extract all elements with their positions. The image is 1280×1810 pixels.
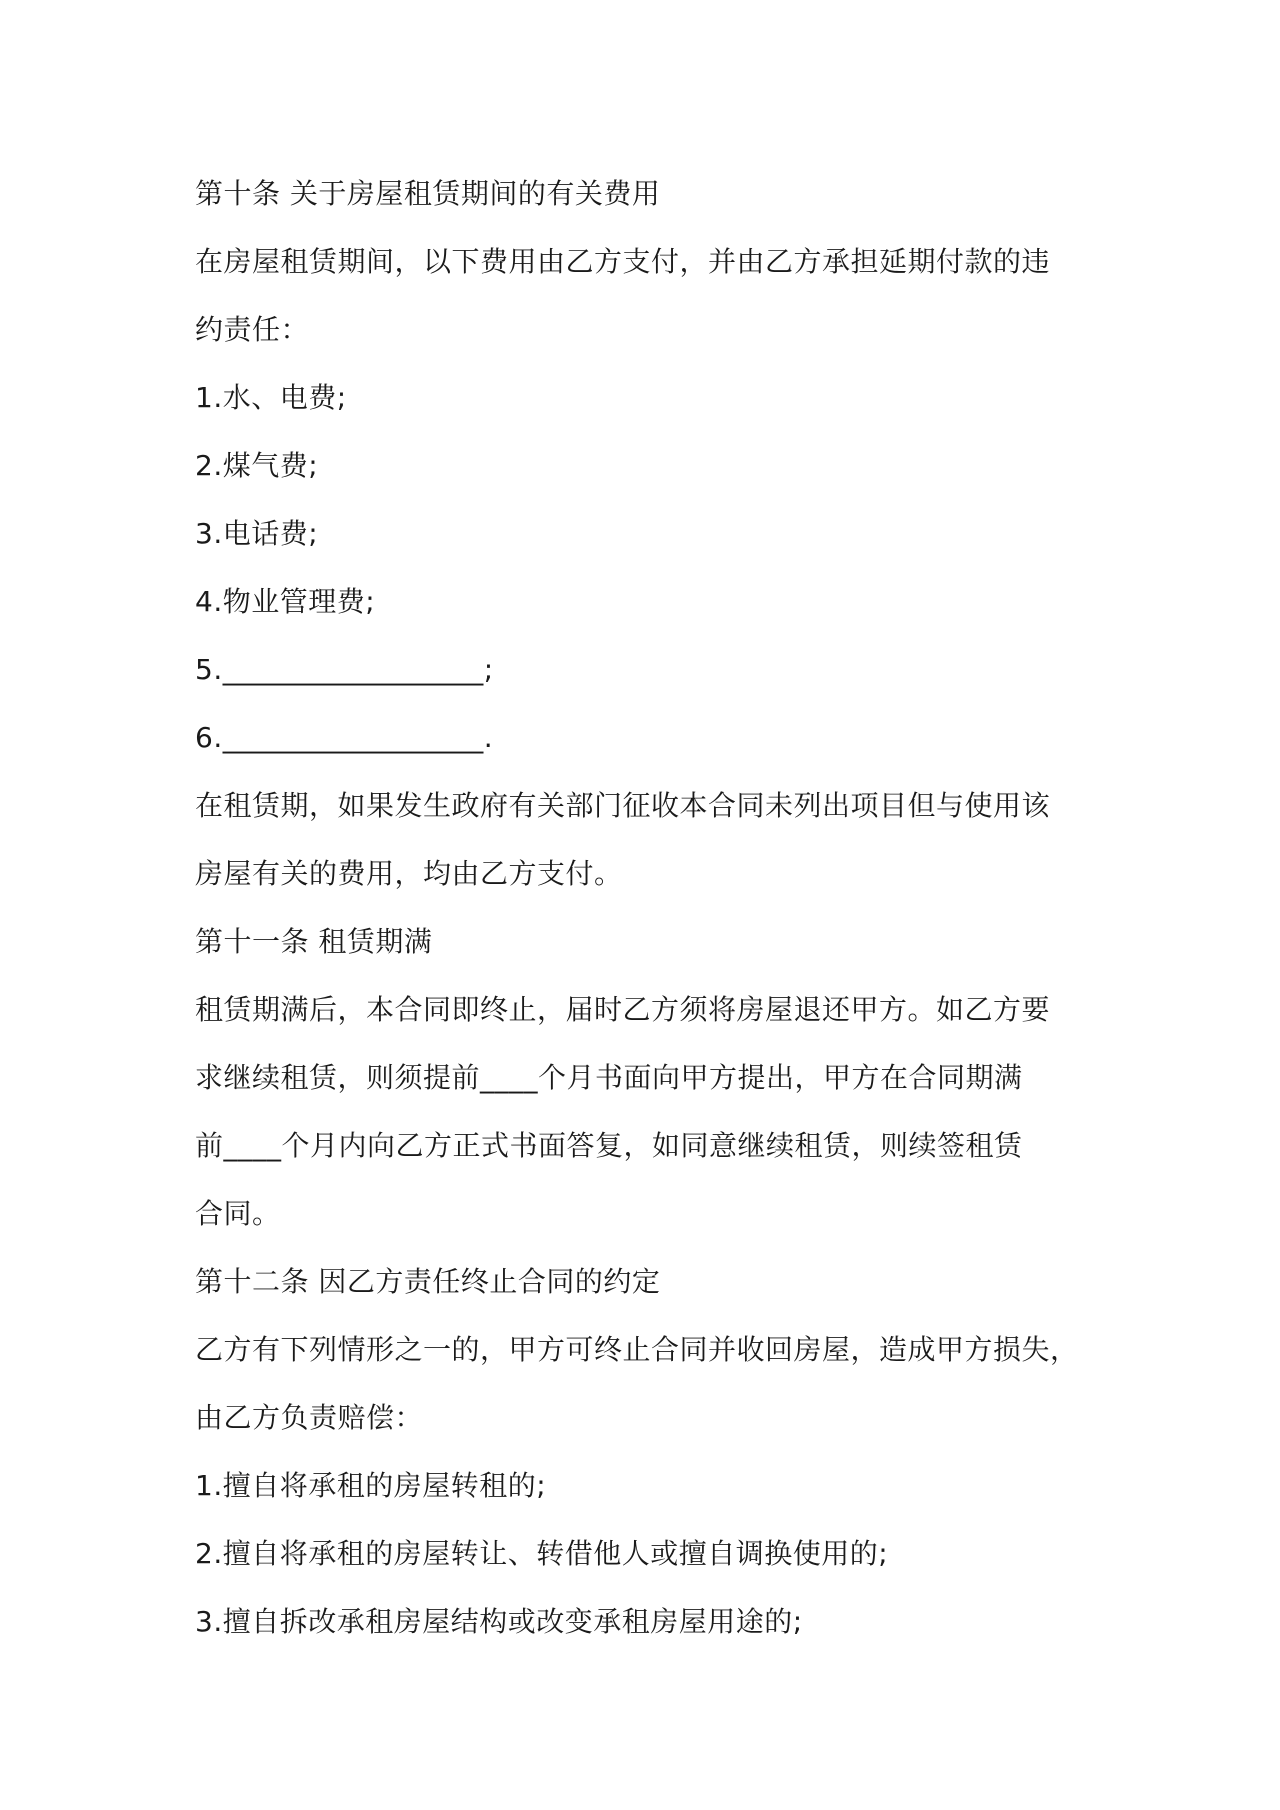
document-body: [195, 160, 1095, 1656]
termination-item-2: 2.擅自将承租的房屋转让、转借他人或擅自调换使用的;: [195, 1537, 889, 1570]
article-10-note: 在租赁期，如果发生政府有关部门征收本合同未列出项目但与使用该: [195, 789, 1051, 822]
fee-item-3: 3.电话费;: [195, 517, 319, 550]
article-12-text: 由乙方负责赔偿：: [195, 1401, 424, 1434]
article-12-heading: 第十二条 因乙方责任终止合同的约定: [195, 1265, 661, 1298]
termination-item-1: 1.擅自将承租的房屋转租的;: [195, 1469, 547, 1502]
article-10-text: 约责任：: [195, 313, 310, 346]
article-11-text: 合同。: [195, 1197, 281, 1230]
article-10-heading: 第十条 关于房屋租赁期间的有关费用: [195, 177, 661, 210]
article-11-text: 租赁期满后，本合同即终止，届时乙方须将房屋退还甲方。如乙方要: [195, 993, 1051, 1026]
article-10-text: 在房屋租赁期间，以下费用由乙方支付，并由乙方承担延期付款的违: [195, 245, 1051, 278]
fee-item-1: 1.水、电费;: [195, 381, 347, 414]
article-11-text: 求继续租赁，则须提前____个月书面向甲方提出，甲方在合同期满: [195, 1061, 1023, 1094]
termination-item-3: 3.擅自拆改承租房屋结构或改变承租房屋用途的;: [195, 1605, 803, 1638]
fee-item-6-blank: 6.__________________.: [195, 721, 494, 754]
article-10-note: 房屋有关的费用，均由乙方支付。: [195, 857, 623, 890]
article-11-heading: 第十一条 租赁期满: [195, 925, 433, 958]
fee-item-2: 2.煤气费;: [195, 449, 319, 482]
fee-item-5-blank: 5.__________________;: [195, 653, 494, 686]
article-12-text: 乙方有下列情形之一的，甲方可终止合同并收回房屋，造成甲方损失，: [195, 1333, 1079, 1366]
fee-item-4: 4.物业管理费;: [195, 585, 376, 618]
article-11-text: 前____个月内向乙方正式书面答复，如同意继续租赁，则续签租赁: [195, 1129, 1023, 1162]
